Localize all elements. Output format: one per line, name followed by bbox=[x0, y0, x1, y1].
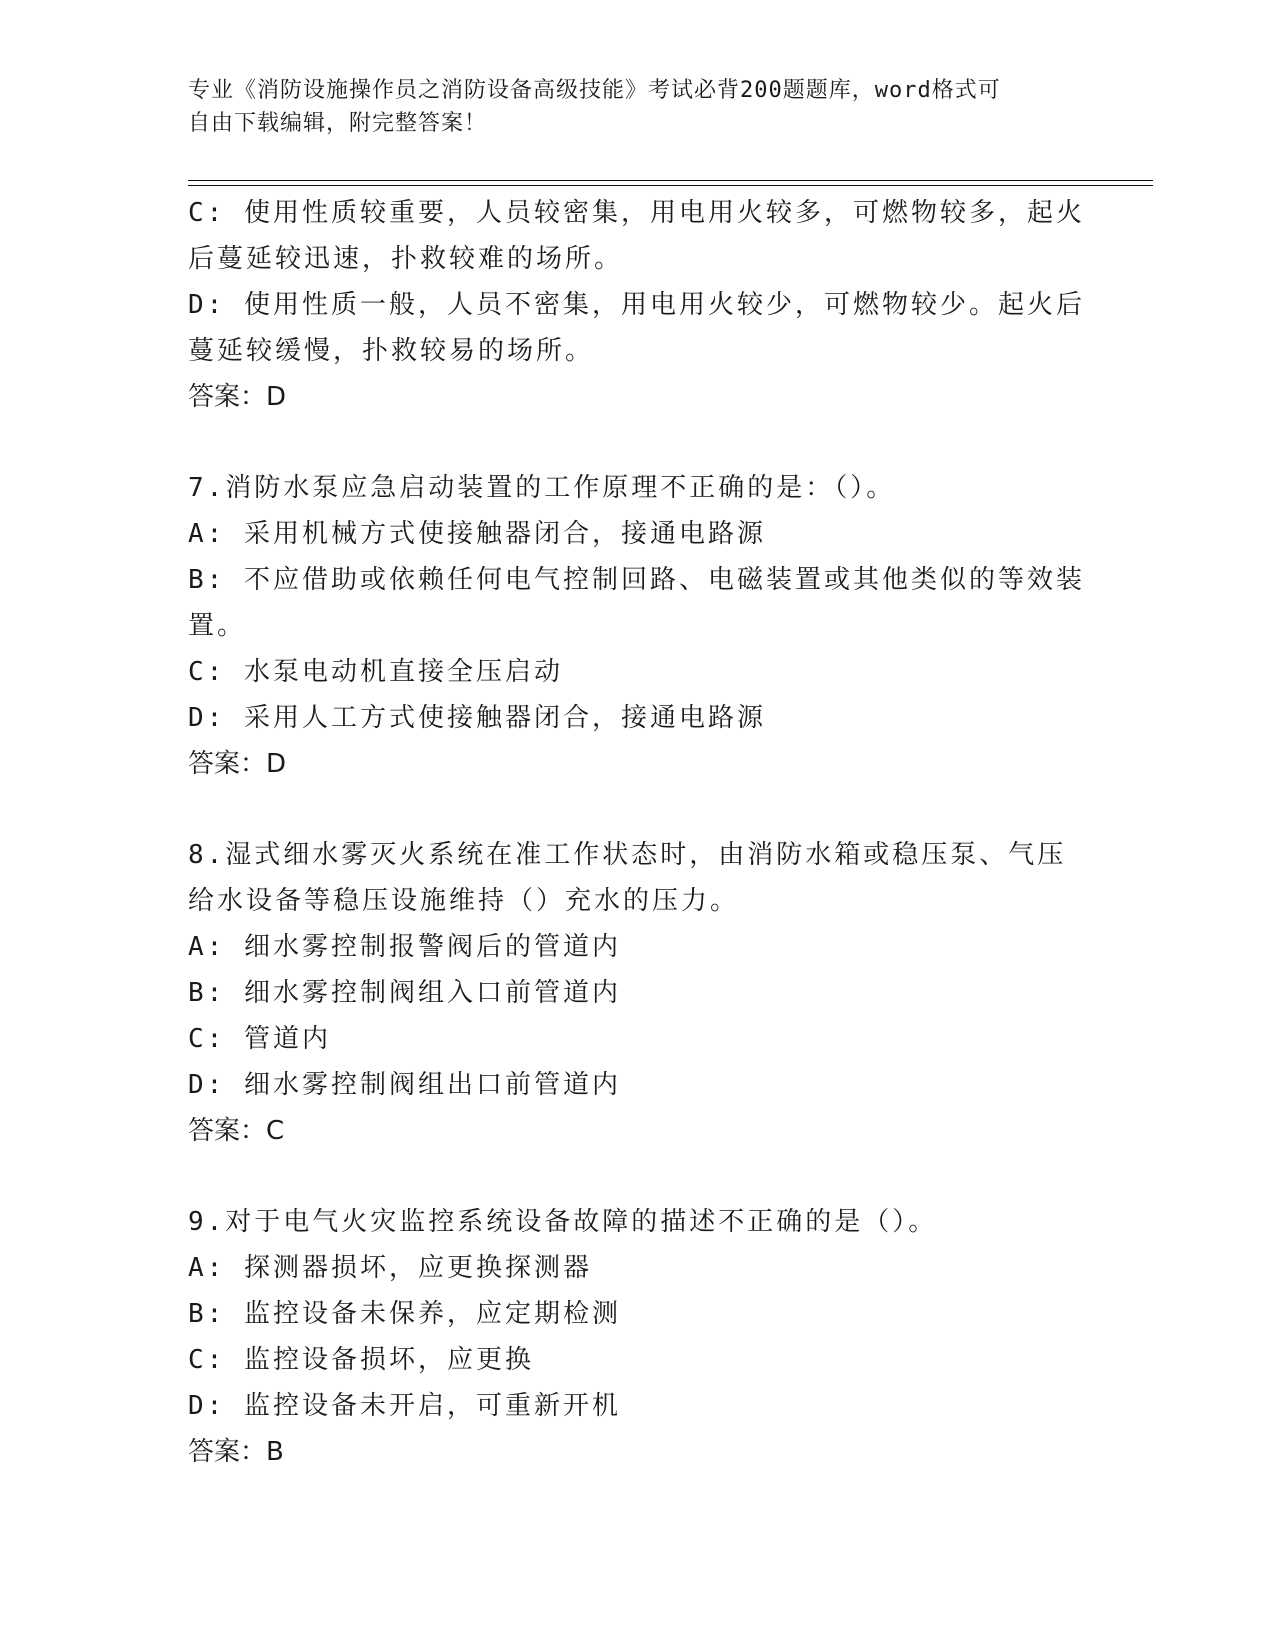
spacer bbox=[188, 1154, 1088, 1199]
question-stem: 7.消防水泵应急启动装置的工作原理不正确的是：（）。 bbox=[188, 473, 896, 503]
option-b: B: 细水雾控制阀组入口前管道内 bbox=[188, 978, 621, 1008]
question-stem-line-1: 8.湿式细水雾灭火系统在准工作状态时，由消防水箱或稳压泵、气压 bbox=[188, 840, 1067, 870]
option-a: A: 细水雾控制报警阀后的管道内 bbox=[188, 932, 621, 962]
spacer bbox=[188, 420, 1088, 465]
question-stem: 9.对于电气火灾监控系统设备故障的描述不正确的是（）。 bbox=[188, 1207, 938, 1237]
option-a: A: 采用机械方式使接触器闭合，接通电路源 bbox=[188, 519, 766, 549]
header-line-1: 专业《消防设施操作员之消防设备高级技能》考试必背200题题库，word格式可 bbox=[188, 78, 1001, 103]
option-c-line-2: 后蔓延较迅速，扑救较难的场所。 bbox=[188, 244, 624, 274]
option-c-line-1: C: 使用性质较重要，人员较密集，用电用火较多，可燃物较多，起火 bbox=[188, 198, 1085, 228]
option-c: C: 水泵电动机直接全压启动 bbox=[188, 657, 563, 687]
question-stem-line-2: 给水设备等稳压设施维持（）充水的压力。 bbox=[188, 886, 740, 916]
answer-line: 答案：C bbox=[188, 1116, 285, 1146]
answer-line: 答案：D bbox=[188, 382, 287, 412]
option-a: A: 探测器损坏，应更换探测器 bbox=[188, 1253, 592, 1283]
question-content bbox=[188, 190, 1088, 1475]
answer-line: 答案：B bbox=[188, 1437, 284, 1467]
question-block-9 bbox=[188, 1199, 1088, 1475]
option-c: C: 监控设备损坏，应更换 bbox=[188, 1345, 534, 1375]
header-rule-top bbox=[188, 180, 1153, 181]
option-d: D: 细水雾控制阀组出口前管道内 bbox=[188, 1070, 621, 1100]
option-d-line-1: D: 使用性质一般，人员不密集，用电用火较少，可燃物较少。起火后 bbox=[188, 290, 1085, 320]
option-d: D: 采用人工方式使接触器闭合，接通电路源 bbox=[188, 703, 766, 733]
option-b-line-1: B: 不应借助或依赖任何电气控制回路、电磁装置或其他类似的等效装 bbox=[188, 565, 1085, 595]
option-d: D: 监控设备未开启，可重新开机 bbox=[188, 1391, 621, 1421]
question-block-8 bbox=[188, 832, 1088, 1154]
question-block-7 bbox=[188, 465, 1088, 787]
option-b-line-2: 置。 bbox=[188, 611, 247, 641]
option-c: C: 管道内 bbox=[188, 1024, 331, 1054]
header-rule-bottom bbox=[188, 185, 1153, 186]
header-line-2: 自由下载编辑，附完整答案！ bbox=[188, 111, 488, 136]
document-header bbox=[188, 74, 1068, 140]
answer-line: 答案：D bbox=[188, 749, 287, 779]
option-d-line-2: 蔓延较缓慢，扑救较易的场所。 bbox=[188, 336, 595, 366]
question-block-6 bbox=[188, 190, 1088, 420]
spacer bbox=[188, 787, 1088, 832]
option-b: B: 监控设备未保养，应定期检测 bbox=[188, 1299, 621, 1329]
